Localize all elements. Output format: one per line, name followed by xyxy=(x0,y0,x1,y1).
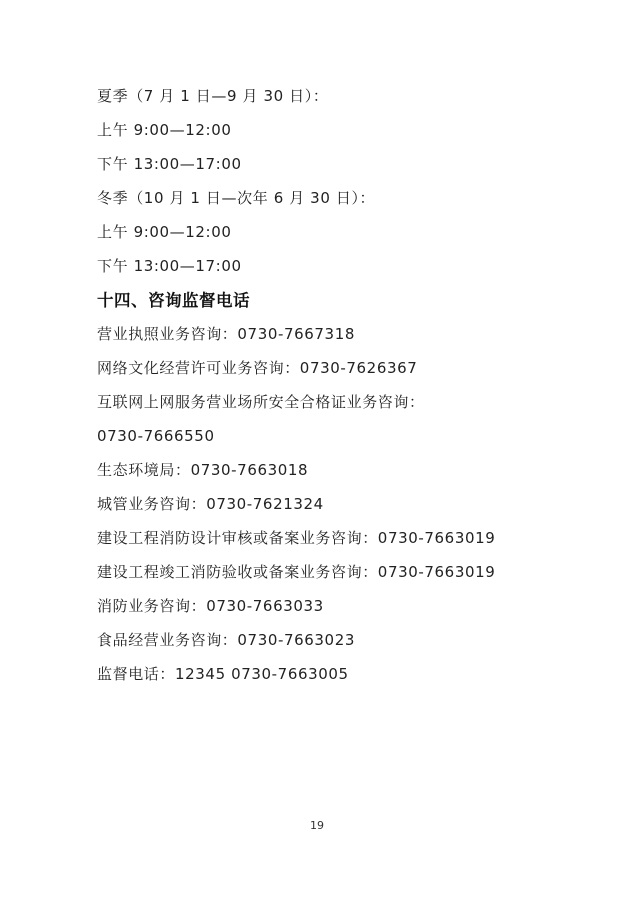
page-number: 19 xyxy=(310,819,324,832)
winter-morning-hours: 上午 9:00—12:00 xyxy=(97,223,232,241)
contact-line: 0730-7666550 xyxy=(97,427,215,445)
contact-line: 城管业务咨询：0730-7621324 xyxy=(97,495,324,513)
page-content xyxy=(97,84,597,696)
summer-morning-hours: 上午 9:00—12:00 xyxy=(97,121,232,139)
section-heading: 十四、咨询监督电话 xyxy=(97,291,250,310)
contact-line: 互联网上网服务营业场所安全合格证业务咨询： xyxy=(97,393,425,411)
contact-line: 建设工程消防设计审核或备案业务咨询：0730-7663019 xyxy=(97,529,496,547)
contact-line: 建设工程竣工消防验收或备案业务咨询：0730-7663019 xyxy=(97,563,496,581)
supervision-phone-line: 监督电话：12345 0730-7663005 xyxy=(97,665,349,683)
summer-afternoon-hours: 下午 13:00—17:00 xyxy=(97,155,242,173)
contact-line: 营业执照业务咨询：0730-7667318 xyxy=(97,325,355,343)
winter-hours-title: 冬季（10 月 1 日—次年 6 月 30 日）： xyxy=(97,189,376,207)
contact-line: 消防业务咨询：0730-7663033 xyxy=(97,597,324,615)
contact-line: 食品经营业务咨询：0730-7663023 xyxy=(97,631,355,649)
summer-hours-title: 夏季（7 月 1 日—9 月 30 日）： xyxy=(97,87,329,105)
winter-afternoon-hours: 下午 13:00—17:00 xyxy=(97,257,242,275)
contact-line: 生态环境局：0730-7663018 xyxy=(97,461,309,479)
contact-line: 网络文化经营许可业务咨询：0730-7626367 xyxy=(97,359,418,377)
